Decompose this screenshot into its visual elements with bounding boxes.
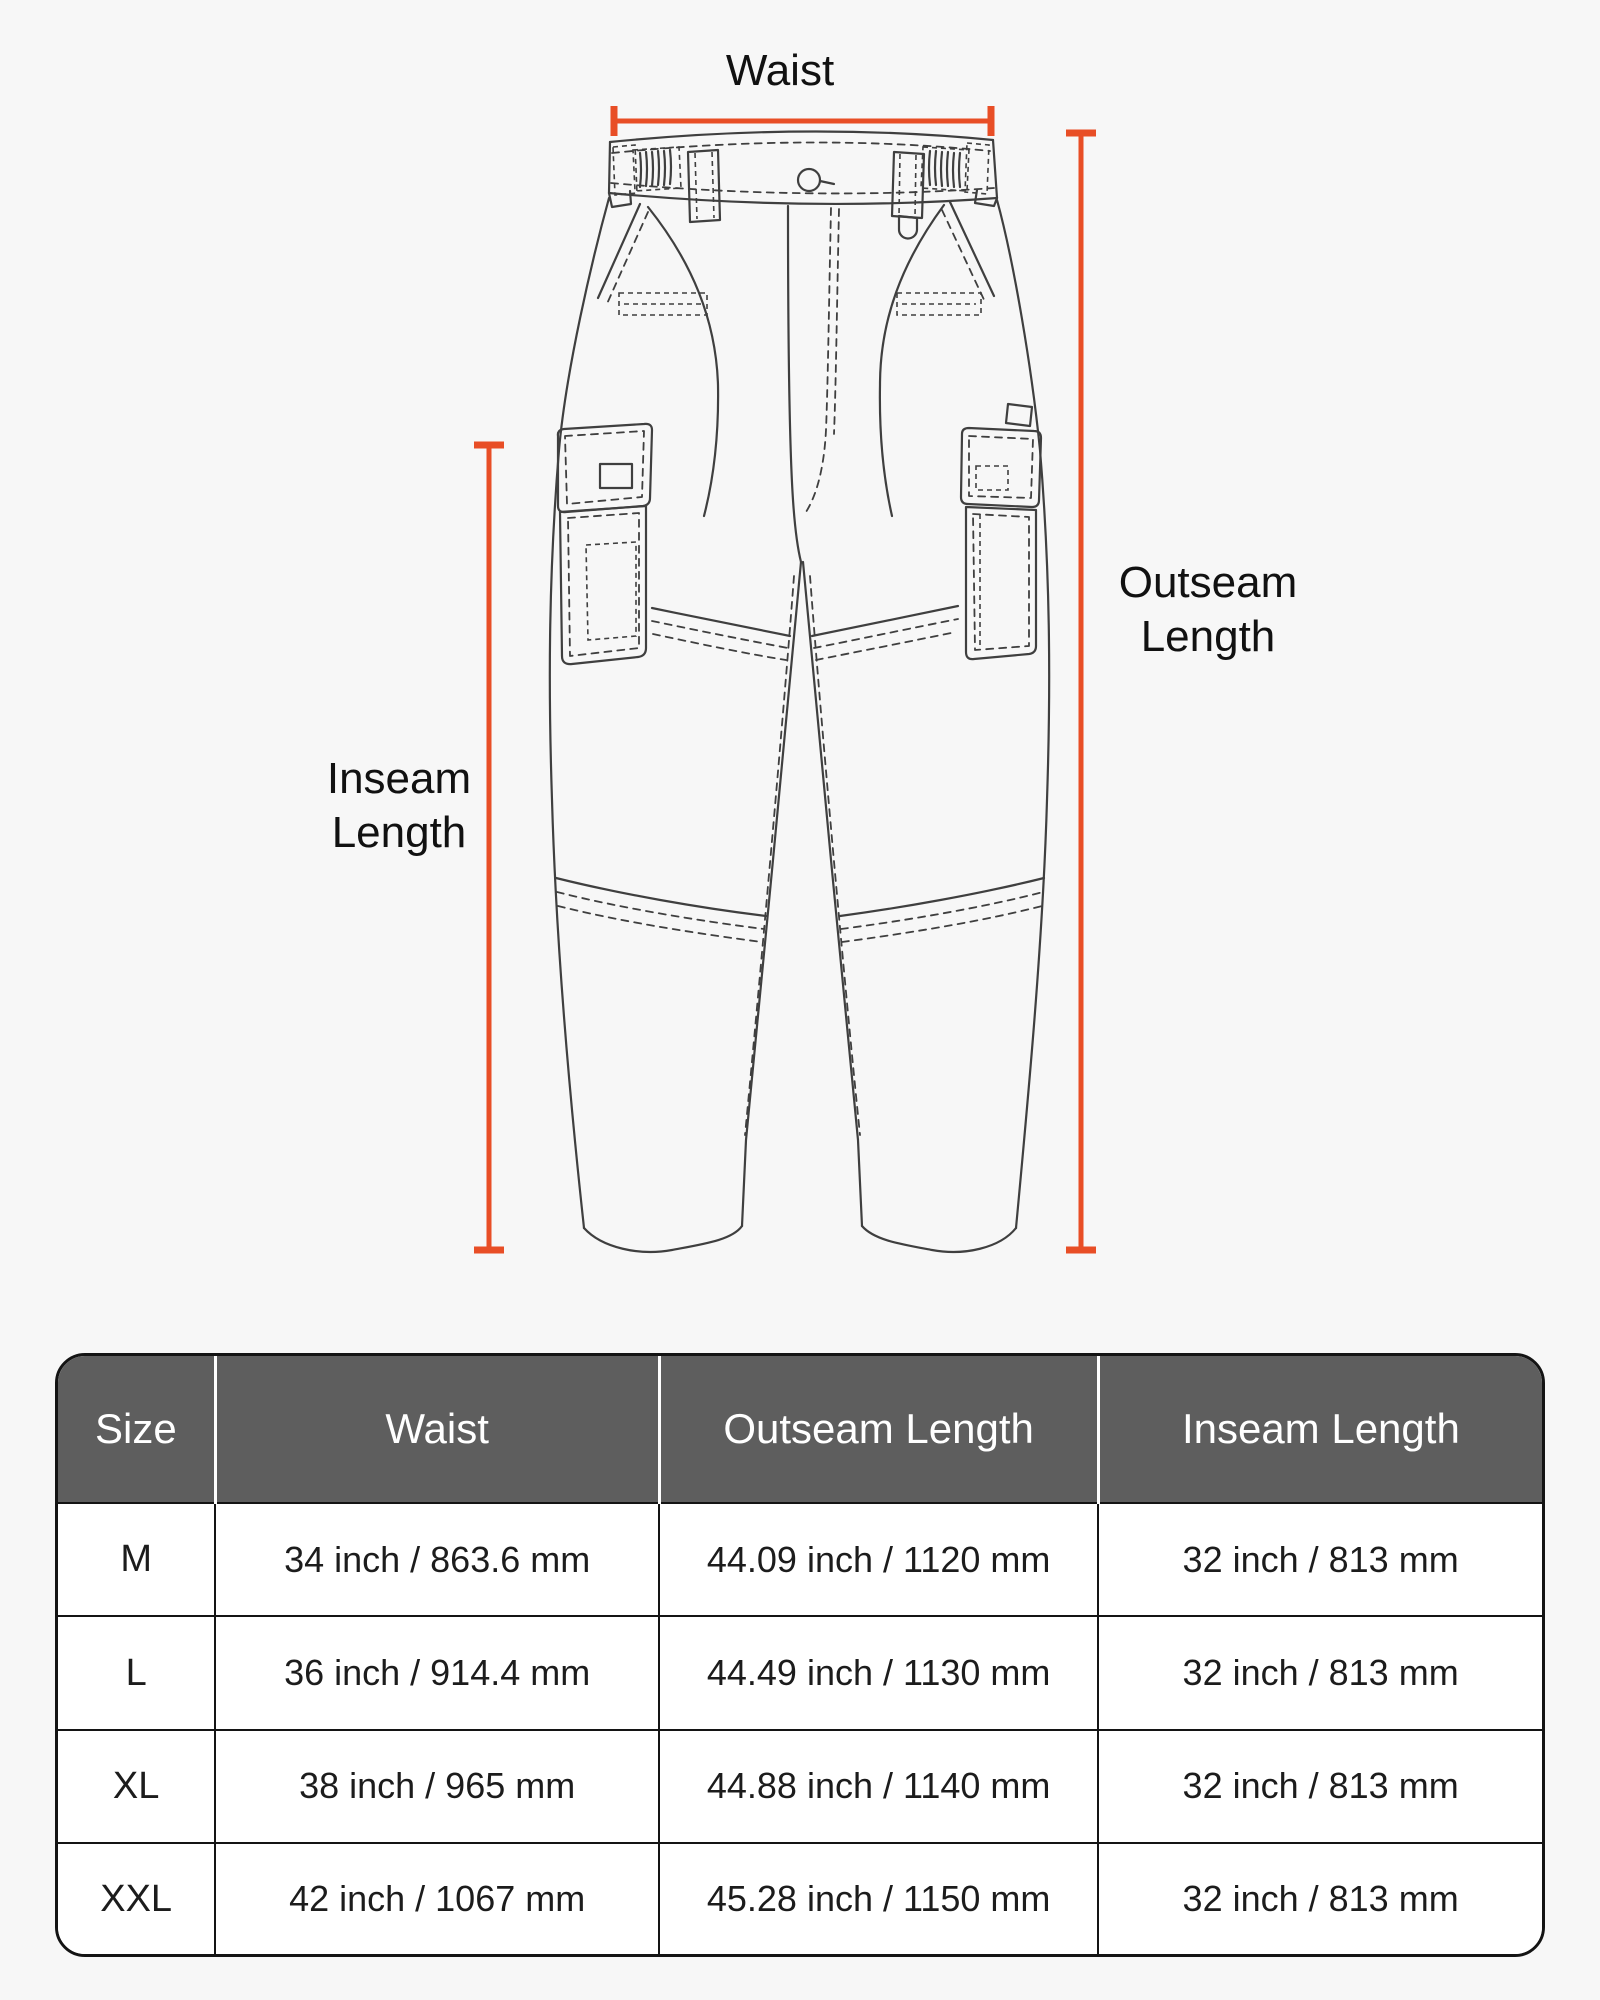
waist-label: Waist [725,46,835,95]
table-row-l [58,1616,1542,1729]
knee-zip-line-right [840,878,1044,942]
outseam-cell: 45.28 inch / 1150 mm [659,1843,1098,1954]
elastic-panel-left [633,147,681,191]
outseam-label-line2: Length [1140,612,1276,661]
size-chart-table [55,1353,1545,1957]
thigh-zip-line-left [652,608,790,660]
inseam-label-line2: Length [331,808,467,857]
waist-cell: 38 inch / 965 mm [215,1730,659,1843]
inseam-label [249,752,549,860]
outseam-measurement-line [1066,133,1096,1250]
outseam-cell: 44.49 inch / 1130 mm [659,1616,1098,1729]
hem-right [862,1226,1016,1252]
size-cell: M [58,1503,215,1616]
table-row-m [58,1503,1542,1616]
inseam-label-line1: Inseam [326,754,472,803]
welt-pocket-left [619,293,707,315]
column-header-inseam: Inseam Length [1098,1356,1542,1503]
waist-cell: 42 inch / 1067 mm [215,1843,659,1954]
knee-zip-line-left [556,878,766,942]
belt-loop-right [892,152,924,218]
hem-left [584,1226,742,1252]
column-header-outseam: Outseam Length [659,1356,1098,1503]
waist-button [798,169,834,191]
thigh-zip-line-right [812,606,958,660]
size-cell: L [58,1616,215,1729]
front-pocket-right [880,202,994,516]
legs-outline [550,198,1049,1228]
inseam-cell: 32 inch / 813 mm [1098,1503,1542,1616]
outseam-cell: 44.09 inch / 1120 mm [659,1503,1098,1616]
table-header-row [58,1356,1542,1503]
pants-drawing [550,131,1049,1251]
outseam-label-line1: Outseam [1118,558,1298,607]
cargo-pocket-left [558,424,652,664]
inseam-cell: 32 inch / 813 mm [1098,1730,1542,1843]
cargo-pocket-right [961,404,1041,659]
inseam-cell: 32 inch / 813 mm [1098,1843,1542,1954]
size-cell: XL [58,1730,215,1843]
column-header-waist: Waist [215,1356,659,1503]
zipper-pull [899,216,917,238]
outseam-label [1058,556,1358,664]
belt-loop-left [688,150,720,222]
outseam-cell: 44.88 inch / 1140 mm [659,1730,1098,1843]
inseam-cell: 32 inch / 813 mm [1098,1616,1542,1729]
column-header-size: Size [58,1356,215,1503]
welt-pocket-right [897,293,981,315]
elastic-panel-right [921,147,969,191]
waistband [609,131,997,207]
fly-stitching [788,206,839,562]
table-row-xl [58,1730,1542,1843]
waist-cell: 36 inch / 914.4 mm [215,1616,659,1729]
size-cell: XXL [58,1843,215,1954]
table-row-xxl [58,1843,1542,1954]
front-pocket-left [598,204,718,516]
waist-cell: 34 inch / 863.6 mm [215,1503,659,1616]
